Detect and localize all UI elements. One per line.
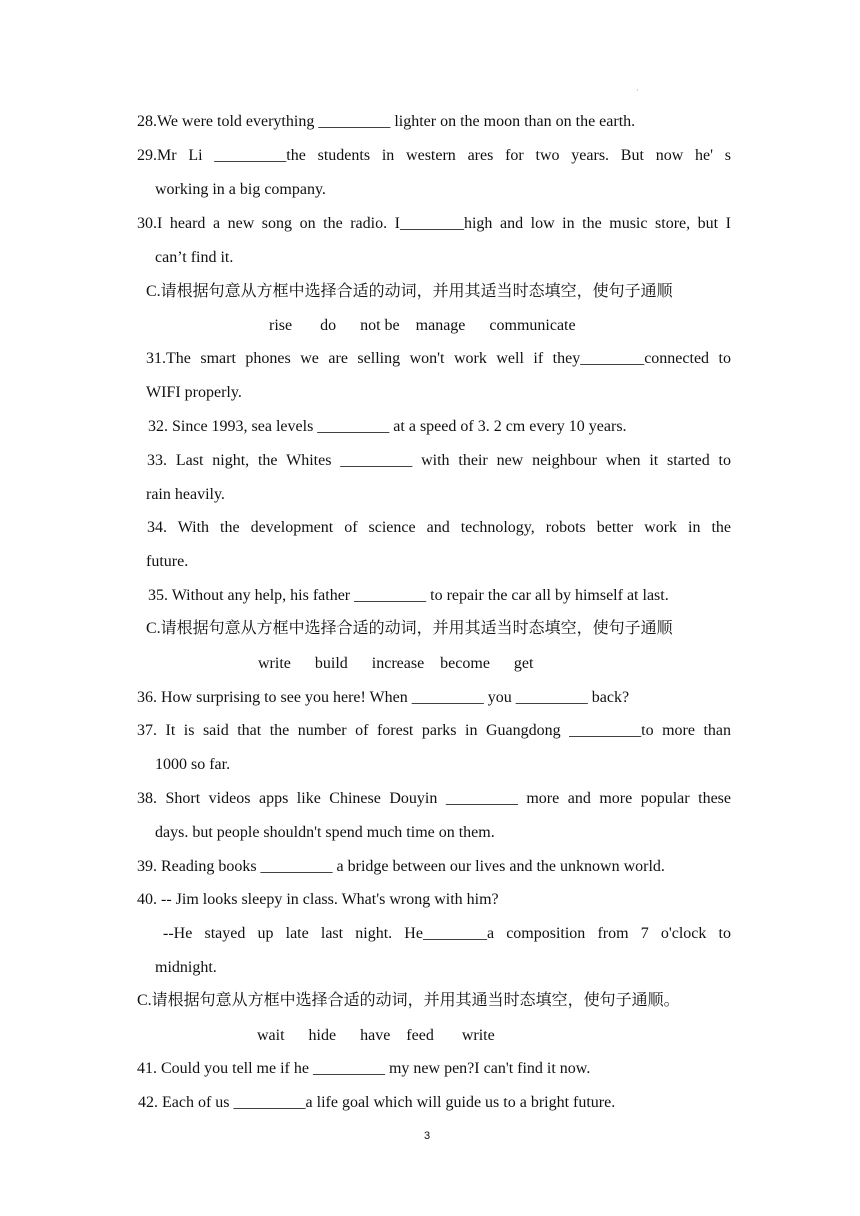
question-42-line-1: 42. Each of us _________a life goal which will guide us to a bright future. bbox=[138, 1094, 616, 1111]
word-box-3: wait hide have feed write bbox=[257, 1027, 495, 1044]
question-37-line-1: 37. It is said that the number of forest parks in Guangdong _________to more than bbox=[137, 722, 731, 739]
question-31-line-2: WIFI properly. bbox=[146, 384, 242, 401]
question-35-line-1: 35. Without any help, his father _________ to repair the car all by himself at last. bbox=[148, 587, 669, 604]
section-c-instruction-3: C.请根据句意从方框中选择合适的动词，并用其通当时态填空，使句子通顺。 bbox=[137, 992, 680, 1009]
word-box-2: write build increase become get bbox=[258, 655, 534, 672]
question-37-line-2: 1000 so far. bbox=[155, 756, 231, 773]
header-mark: · bbox=[636, 86, 639, 95]
question-33-line-1: 33. Last night, the Whites _________ with their new neighbour when it started to bbox=[147, 452, 731, 469]
question-38-line-2: days. but people shouldn't spend much time on them. bbox=[155, 824, 495, 841]
question-41-line-1: 41. Could you tell me if he _________ my new pen?I can't find it now. bbox=[137, 1060, 591, 1077]
question-28-line-1: 28.We were told everything _________ lighter on the moon than on the earth. bbox=[137, 113, 636, 130]
section-c-instruction-1: C.请根据句意从方框中选择合适的动词，并用其适当时态填空，使句子通顺 bbox=[146, 283, 673, 300]
question-39-line-1: 39. Reading books _________ a bridge between our lives and the unknown world. bbox=[137, 858, 665, 875]
question-34-line-2: future. bbox=[146, 553, 189, 570]
question-29-line-2: working in a big company. bbox=[155, 181, 326, 198]
question-34-line-1: 34. With the development of science and technology, robots better work in the bbox=[147, 519, 731, 536]
section-c-instruction-2: C.请根据句意从方框中选择合适的动词，并用其适当时态填空，使句子通顺 bbox=[146, 620, 673, 637]
question-30-line-2: can’t find it. bbox=[155, 249, 234, 266]
question-38-line-1: 38. Short videos apps like Chinese Douyin _________ more and more popular these bbox=[137, 790, 731, 807]
question-31-line-1: 31.The smart phones we are selling won't work well if they________connected to bbox=[146, 350, 731, 367]
page-number: 3 bbox=[424, 1130, 431, 1142]
question-30-line-1: 30.I heard a new song on the radio. I________high and low in the music store, but I bbox=[137, 215, 731, 232]
question-40-line-3: midnight. bbox=[155, 959, 217, 976]
word-box-1: rise do not be manage communicate bbox=[269, 317, 576, 334]
question-40-line-2: --He stayed up late last night. He________a composition from 7 o'clock to bbox=[163, 925, 731, 942]
question-32-line-1: 32. Since 1993, sea levels _________ at a speed of 3. 2 cm every 10 years. bbox=[148, 418, 627, 435]
question-33-line-2: rain heavily. bbox=[146, 486, 225, 503]
question-40-line-1: 40. -- Jim looks sleepy in class. What's wrong with him? bbox=[137, 891, 499, 908]
question-36-line-1: 36. How surprising to see you here! When _________ you _________ back? bbox=[137, 689, 630, 706]
question-29-line-1: 29.Mr Li _________the students in western ares for two years. But now he' s bbox=[137, 147, 731, 164]
